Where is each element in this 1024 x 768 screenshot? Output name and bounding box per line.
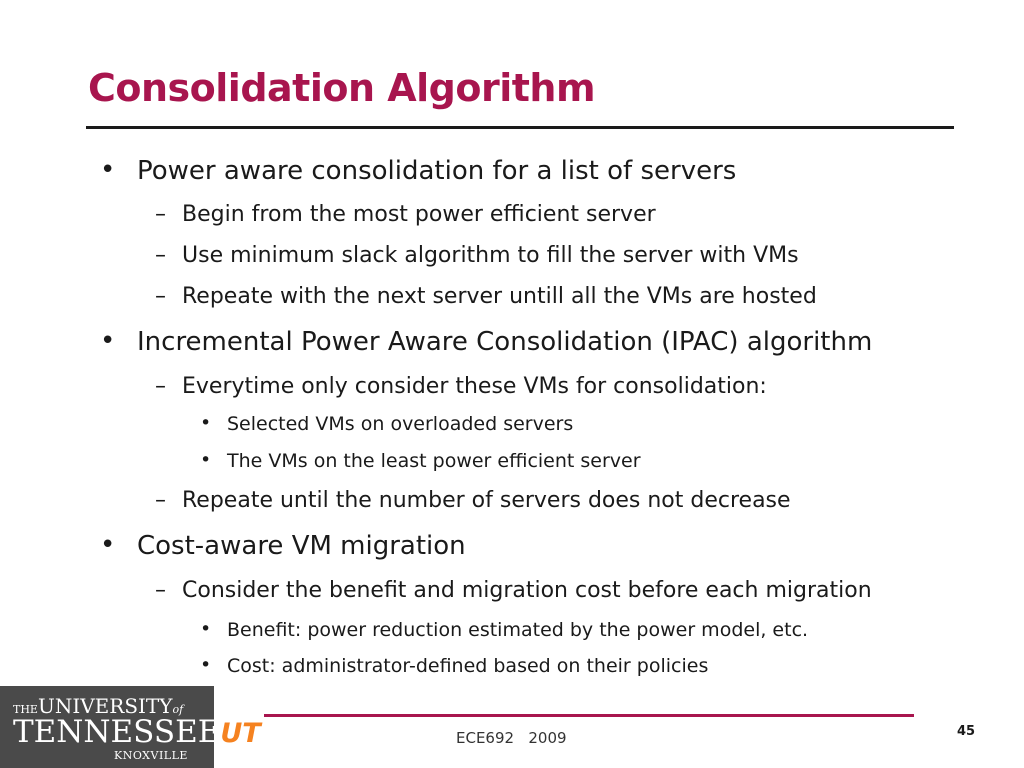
bullet-item [100,530,466,561]
bullet-item [200,449,641,472]
bullet-text: Cost: administrator-defined based on their policies [227,655,709,677]
bullet-item [155,578,872,603]
title-divider [86,126,954,129]
bullet-marker: • [100,326,116,356]
bullet-item [155,488,791,513]
bullet-text: Benefit: power reduction estimated by the power model, etc. [227,619,809,641]
bullet-text: Consider the benefit and migration cost before each migration [182,578,872,603]
bullet-text: Cost-aware VM migration [137,531,466,561]
bullet-item [155,202,656,227]
bullet-marker: • [200,412,212,434]
bullet-item [200,618,809,641]
bullet-marker: – [155,488,166,513]
university-logo [0,686,261,768]
ut-monogram: UT [220,718,261,749]
bullet-item [155,243,799,268]
bullet-marker: – [155,202,166,227]
bullet-text: Repeate with the next server untill all the VMs are hosted [182,284,817,309]
footer-divider [264,714,914,717]
bullet-text: Everytime only consider these VMs for consolidation: [182,374,767,399]
footer-course: ECE692 2009 [456,729,567,747]
bullet-marker: – [155,243,166,268]
page-number: 45 [957,724,976,739]
bullet-marker: – [155,374,166,399]
bullet-item [100,326,873,357]
bullet-marker: • [100,530,116,560]
bullet-text: Incremental Power Aware Consolidation (IPAC) algorithm [137,327,873,357]
bullet-marker: • [200,618,212,640]
bullet-text: The VMs on the least power efficient server [227,450,641,472]
logo-knoxville: KNOXVILLE [114,749,188,762]
bullet-item [100,155,737,186]
slide-title: Consolidation Algorithm [88,66,596,110]
bullet-marker: – [155,578,166,603]
bullet-item [155,284,817,309]
bullet-marker: • [200,654,212,676]
bullet-item [200,654,709,677]
bullet-marker: • [200,449,212,471]
bullet-text: Selected VMs on overloaded servers [227,413,574,435]
bullet-marker: – [155,284,166,309]
bullet-marker: • [100,155,116,185]
bullet-text: Begin from the most power efficient server [182,202,656,227]
logo-middle-line: TENNESSEEUT [13,714,261,750]
logo-top-line: THEUNIVERSITYof [13,694,184,718]
bullet-text: Repeate until the number of servers does not decrease [182,488,791,513]
bullet-text: Use minimum slack algorithm to fill the server with VMs [182,243,799,268]
bullet-item [155,374,767,399]
bullet-text: Power aware consolidation for a list of servers [137,156,737,186]
bullet-item [200,412,574,435]
